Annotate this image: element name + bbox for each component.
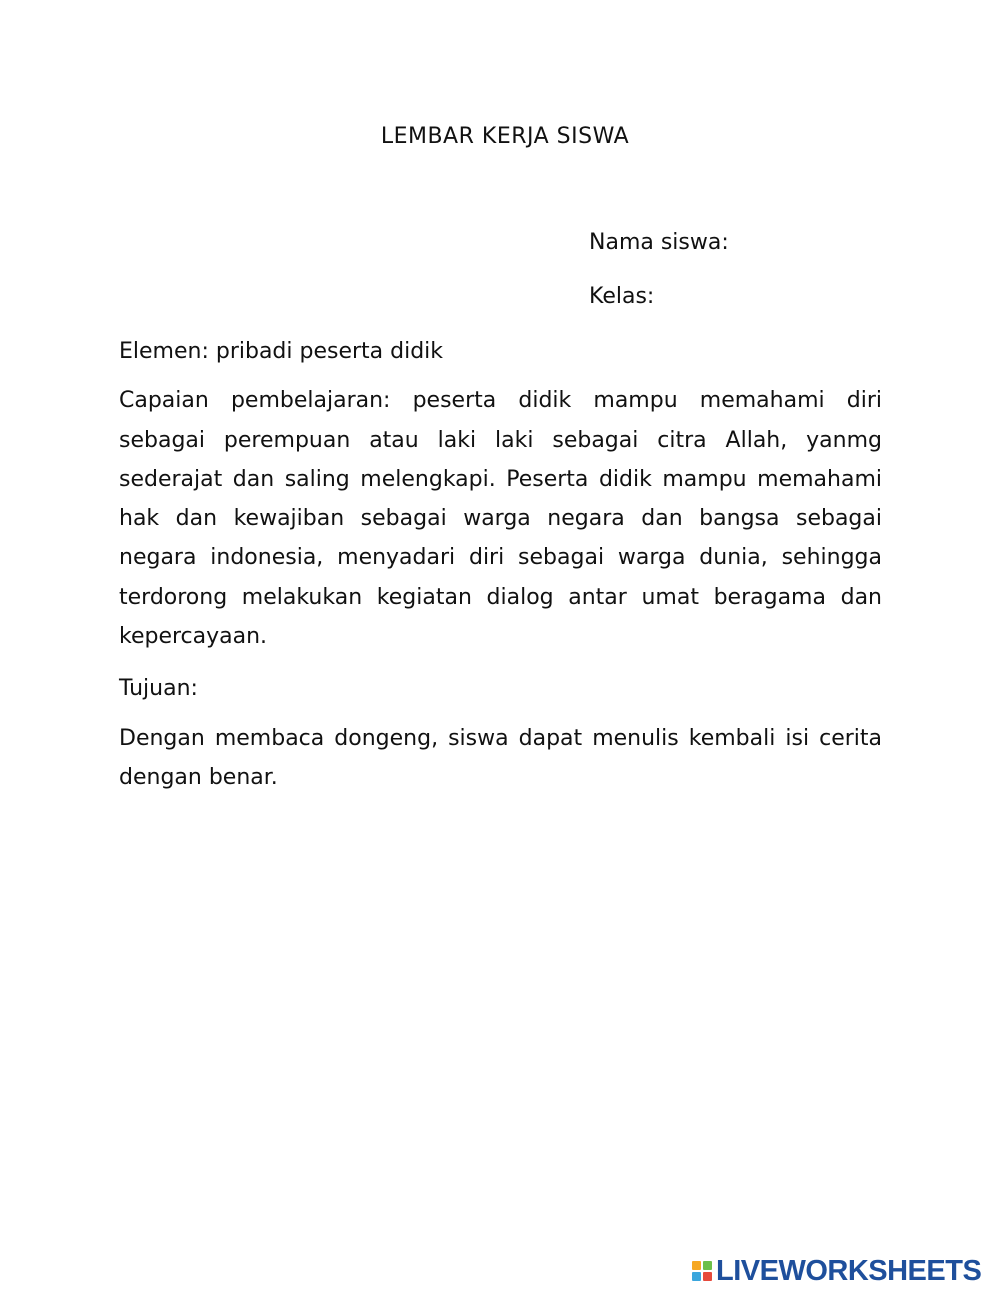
student-name-label: Nama siswa: [589, 230, 729, 255]
student-identity-block [589, 228, 729, 336]
learning-outcome-text: Capaian pembelajaran: peserta didik mampu memahami diri sebagai perempuan atau laki laki sebagai citra Allah, yanmg sederajat dan saling melengkapi. Peserta didik mampu memahami hak dan kewajiban sebagai warga negara dan bangsa sebagai negara indonesia, menyadari diri sebagai warga dunia, sehingga terdorong melakukan kegiatan dialog antar umat beragama dan kepercayaan. [119, 388, 882, 650]
logo-mark-square [692, 1272, 701, 1281]
element-text: Elemen: pribadi peserta didik [119, 339, 444, 364]
logo-mark-square [703, 1261, 712, 1270]
objective-text: Dengan membaca dongeng, siswa dapat menulis kembali isi cerita dengan benar. [119, 725, 882, 790]
logo-mark-square [703, 1272, 712, 1281]
page-title: LEMBAR KERJA SISWA [380, 124, 630, 149]
class-label: Kelas: [589, 284, 655, 309]
logo-text: LIVEWORKSHEETS [716, 1254, 982, 1287]
objective-label: Tujuan: [119, 676, 198, 702]
logo-mark-icon [692, 1261, 712, 1281]
worksheet-content [119, 332, 882, 810]
liveworksheets-logo [692, 1254, 981, 1288]
logo-mark-square [692, 1261, 701, 1270]
